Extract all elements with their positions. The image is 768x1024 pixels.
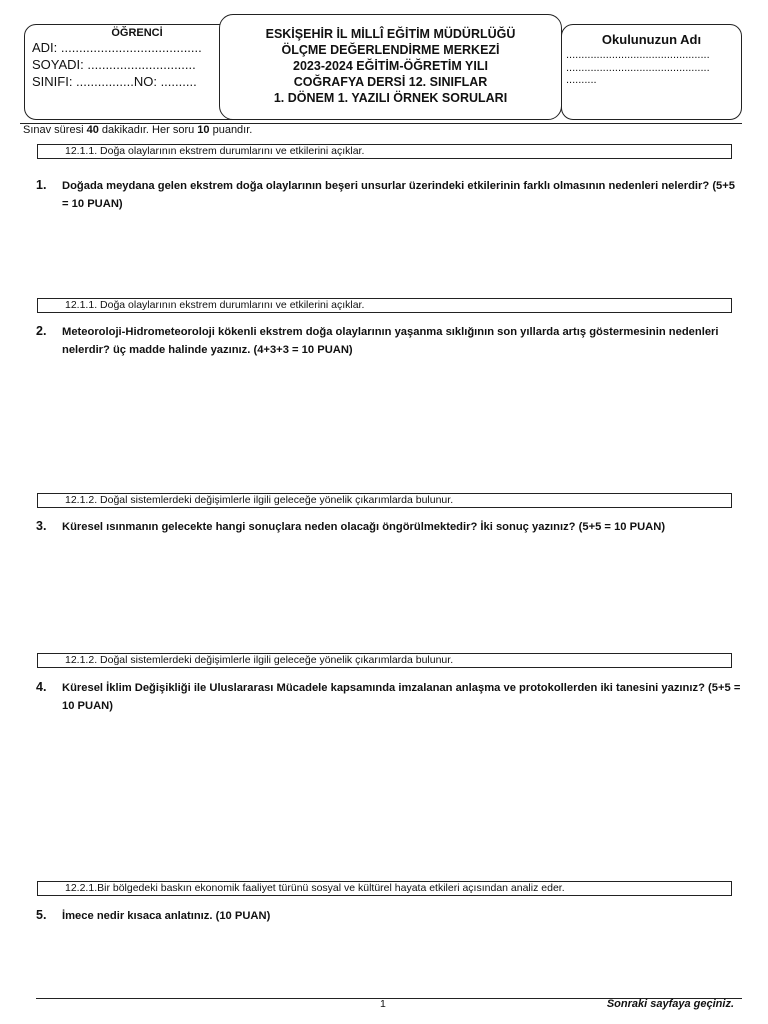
question-text-4: Küresel İklim Değişikliği ile Uluslararası Mücadele kapsamında imzalanan anlaşma ve protokollerden iki tanesini yazınız? (5+5 = 10 PUAN): [62, 682, 741, 712]
school-name-field[interactable]: ............................................... ............................................... ..........: [566, 49, 710, 86]
question-points: 10: [197, 124, 210, 136]
question-number-3: 3.: [36, 519, 47, 533]
question-number-4: 4.: [36, 680, 47, 694]
header-exam-title: 1. DÖNEM 1. YAZILI ÖRNEK SORULARI: [273, 91, 508, 105]
next-page-note: Sonraki sayfaya geçiniz.: [606, 998, 734, 1010]
learning-outcome-2: 12.1.1. Doğa olaylarının ekstrem durumlarını ve etkilerini açıklar.: [37, 298, 732, 313]
student-class-number-field[interactable]: SINIFI: ................NO: ..........: [32, 74, 197, 89]
page-number: 1: [380, 998, 386, 1010]
student-info-box: [24, 24, 250, 120]
exam-instructions: Sınav süresi 40 dakikadır. Her soru 10 puandır.: [23, 124, 253, 136]
header-directorate: ESKİŞEHİR İL MİLLÎ EĞİTİM MÜDÜRLÜĞÜ: [265, 27, 516, 41]
header-course: COĞRAFYA DERSİ 12. SINIFLAR: [293, 75, 488, 89]
learning-outcome-5: 12.2.1.Bir bölgedeki baskın ekonomik faaliyet türünü sosyal ve kültürel hayata etkileri açısından analiz eder.: [37, 881, 732, 896]
header-school-year: 2023-2024 EĞİTİM-ÖĞRETİM YILI: [293, 59, 488, 73]
header-center: ÖLÇME DEĞERLENDİRME MERKEZİ: [281, 43, 500, 57]
learning-outcome-3: 12.1.2. Doğal sistemlerdeki değişimlerle ilgili geleceğe yönelik çıkarımlarda bulunur.: [37, 493, 732, 508]
learning-outcome-1: 12.1.1. Doğa olaylarının ekstrem durumlarını ve etkilerini açıklar.: [37, 144, 732, 159]
school-box-title: Okulunuzun Adı: [601, 32, 702, 47]
question-number-2: 2.: [36, 324, 47, 338]
student-name-field[interactable]: ADI: .......................................: [32, 40, 202, 55]
question-text-3: Küresel ısınmanın gelecekte hangi sonuçlara neden olacağı öngörülmektedir? İki sonuç yazınız? (5+5 = 10 PUAN): [62, 521, 666, 533]
school-name-box: [561, 24, 742, 120]
question-text-5: İmece nedir kısaca anlatınız. (10 PUAN): [62, 910, 271, 922]
question-number-1: 1.: [36, 178, 47, 192]
question-text-1: Doğada meydana gelen ekstrem doğa olaylarının beşeri unsurlar üzerindeki etkilerinin farklı olmasının nedenleri nelerdir? (5+5 = 10 PUAN): [62, 180, 736, 210]
question-number-5: 5.: [36, 908, 47, 922]
student-box-title: ÖĞRENCİ: [111, 27, 163, 39]
exam-header-box: [219, 14, 562, 120]
question-text-2: Meteoroloji-Hidrometeoroloji kökenli ekstrem doğa olaylarının yaşanma sıklığının son yıllarda artış göstermesinin nedenleri nelerdir? üç madde halinde yazınız. (4+3+3 = 10 PUAN): [62, 326, 719, 356]
student-surname-field[interactable]: SOYADI: ..............................: [32, 57, 196, 72]
exam-minutes: 40: [86, 124, 99, 136]
learning-outcome-4: 12.1.2. Doğal sistemlerdeki değişimlerle ilgili geleceğe yönelik çıkarımlarda bulunur.: [37, 653, 732, 668]
